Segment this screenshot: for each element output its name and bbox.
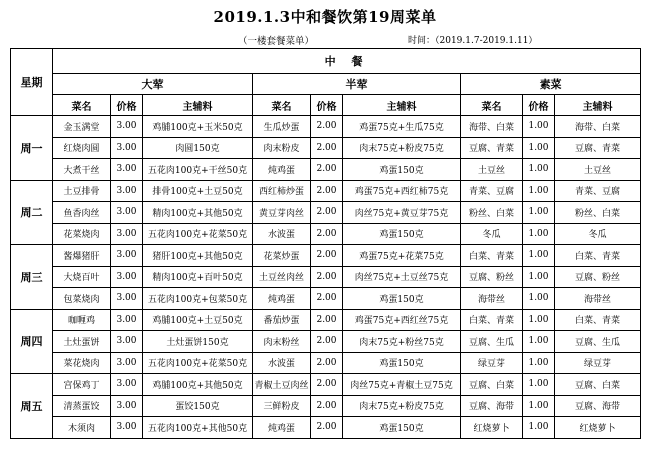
ingredients-header: 主辅料 [343, 95, 461, 116]
sucai-price-cell: 1.00 [523, 417, 555, 439]
dahun-ingredients-cell: 蛋饺150克 [143, 395, 253, 417]
dahun-price-cell: 3.00 [111, 288, 143, 310]
sucai-price-cell: 1.00 [523, 245, 555, 267]
banhun-price-cell: 2.00 [311, 159, 343, 181]
banhun-price-cell: 2.00 [311, 395, 343, 417]
banhun-price-cell: 2.00 [311, 352, 343, 374]
banhun-ingredients-cell: 肉末75克+粉皮75克 [343, 395, 461, 417]
weekday-label: 周一 [11, 116, 53, 181]
banhun-price-cell: 2.00 [311, 202, 343, 224]
sucai-dish-name-cell: 豆腐、海带 [461, 395, 523, 417]
dahun-dish-name-cell: 菜花烧肉 [53, 352, 111, 374]
banhun-dish-name-cell: 肉末粉丝 [253, 331, 311, 353]
sucai-ingredients-cell: 白菜、青菜 [555, 245, 641, 267]
sucai-price-cell: 1.00 [523, 374, 555, 396]
dahun-ingredients-cell: 五花肉100克+其他50克 [143, 417, 253, 439]
table-row [11, 395, 641, 417]
sucai-ingredients-cell: 青菜、豆腐 [555, 180, 641, 202]
banhun-price-cell: 2.00 [311, 137, 343, 159]
sucai-price-cell: 1.00 [523, 266, 555, 288]
dahun-price-cell: 3.00 [111, 116, 143, 138]
sucai-ingredients-cell: 粉丝、白菜 [555, 202, 641, 224]
sucai-dish-name-cell: 红烧萝卜 [461, 417, 523, 439]
dahun-dish-name-cell: 包菜烧肉 [53, 288, 111, 310]
dahun-dish-name-cell: 酱爆猪肝 [53, 245, 111, 267]
dahun-ingredients-cell: 精肉100克+其他50克 [143, 202, 253, 224]
banhun-price-cell: 2.00 [311, 417, 343, 439]
dahun-dish-name-cell: 清蒸蛋饺 [53, 395, 111, 417]
dahun-price-cell: 3.00 [111, 309, 143, 331]
dahun-ingredients-cell: 土灶蛋饼150克 [143, 331, 253, 353]
sucai-ingredients-cell: 豆腐、青菜 [555, 137, 641, 159]
banhun-dish-name-cell: 水波蛋 [253, 223, 311, 245]
dahun-price-cell: 3.00 [111, 202, 143, 224]
dahun-price-cell: 3.00 [111, 159, 143, 181]
table-row [11, 352, 641, 374]
sucai-price-cell: 1.00 [523, 352, 555, 374]
banhun-dish-name-cell: 生瓜炒蛋 [253, 116, 311, 138]
dahun-price-cell: 3.00 [111, 245, 143, 267]
weekday-header: 星期 [11, 49, 53, 116]
banhun-ingredients-cell: 肉丝75克+青椒土豆75克 [343, 374, 461, 396]
dahun-dish-name-cell: 木须肉 [53, 417, 111, 439]
menu-table [10, 48, 641, 439]
dahun-ingredients-cell: 肉圆150克 [143, 137, 253, 159]
table-row [11, 116, 641, 138]
sucai-ingredients-cell: 海带、白菜 [555, 116, 641, 138]
banhun-price-cell: 2.00 [311, 266, 343, 288]
sucai-ingredients-cell: 海带丝 [555, 288, 641, 310]
banhun-dish-name-cell: 三鲜粉皮 [253, 395, 311, 417]
dahun-ingredients-cell: 猪肝100克+其他50克 [143, 245, 253, 267]
dish-name-header: 菜名 [53, 95, 111, 116]
dish-name-header: 菜名 [253, 95, 311, 116]
banhun-ingredients-cell: 鸡蛋75克+花菜75克 [343, 245, 461, 267]
dahun-dish-name-cell: 花菜烧肉 [53, 223, 111, 245]
dahun-dish-name-cell: 金玉满堂 [53, 116, 111, 138]
price-header: 价格 [311, 95, 343, 116]
sucai-ingredients-cell: 白菜、青菜 [555, 309, 641, 331]
sucai-dish-name-cell: 青菜、豆腐 [461, 180, 523, 202]
sucai-price-cell: 1.00 [523, 309, 555, 331]
banhun-ingredients-cell: 鸡蛋150克 [343, 288, 461, 310]
sucai-price-cell: 1.00 [523, 116, 555, 138]
sucai-dish-name-cell: 粉丝、白菜 [461, 202, 523, 224]
dahun-dish-name-cell: 宫保鸡丁 [53, 374, 111, 396]
table-row [11, 223, 641, 245]
sucai-price-cell: 1.00 [523, 202, 555, 224]
banhun-ingredients-cell: 鸡蛋75克+西红丝75克 [343, 309, 461, 331]
dahun-dish-name-cell: 红烧肉圆 [53, 137, 111, 159]
dahun-ingredients-cell: 五花肉100克+花菜50克 [143, 223, 253, 245]
dahun-ingredients-cell: 鸡脯100克+玉米50克 [143, 116, 253, 138]
sucai-dish-name-cell: 白菜、青菜 [461, 309, 523, 331]
dahun-price-cell: 3.00 [111, 223, 143, 245]
sucai-ingredients-cell: 冬瓜 [555, 223, 641, 245]
banhun-ingredients-cell: 肉末75克+粉皮75克 [343, 137, 461, 159]
banhun-price-cell: 2.00 [311, 331, 343, 353]
weekday-label: 周五 [11, 374, 53, 439]
time-range: 时间：（2019.1.7-2019.1.11） [408, 36, 538, 46]
meal-header: 中 餐 [53, 49, 641, 74]
banhun-dish-name-cell: 炖鸡蛋 [253, 159, 311, 181]
banhun-dish-name-cell: 青椒土豆肉丝 [253, 374, 311, 396]
dahun-dish-name-cell: 土灶蛋饼 [53, 331, 111, 353]
banhun-price-cell: 2.00 [311, 245, 343, 267]
dahun-price-cell: 3.00 [111, 417, 143, 439]
dahun-ingredients-cell: 五花肉100克+包菜50克 [143, 288, 253, 310]
sucai-ingredients-cell: 豆腐、白菜 [555, 374, 641, 396]
price-header: 价格 [523, 95, 555, 116]
banhun-price-cell: 2.00 [311, 288, 343, 310]
sucai-ingredients-cell: 红烧萝卜 [555, 417, 641, 439]
banhun-ingredients-cell: 鸡蛋150克 [343, 352, 461, 374]
table-row [11, 180, 641, 202]
banhun-ingredients-cell: 鸡蛋150克 [343, 159, 461, 181]
dahun-price-cell: 3.00 [111, 395, 143, 417]
table-row [11, 417, 641, 439]
banhun-ingredients-cell: 鸡蛋150克 [343, 417, 461, 439]
sucai-price-cell: 1.00 [523, 137, 555, 159]
banhun-dish-name-cell: 炖鸡蛋 [253, 288, 311, 310]
sucai-ingredients-cell: 豆腐、海带 [555, 395, 641, 417]
dahun-dish-name-cell: 土豆排骨 [53, 180, 111, 202]
table-row [11, 288, 641, 310]
sucai-price-cell: 1.00 [523, 223, 555, 245]
dahun-price-cell: 3.00 [111, 180, 143, 202]
dahun-price-cell: 3.00 [111, 266, 143, 288]
sucai-dish-name-cell: 豆腐、青菜 [461, 137, 523, 159]
menu-subtitle: （一楼套餐菜单） [238, 36, 315, 47]
dahun-dish-name-cell: 咖喱鸡 [53, 309, 111, 331]
banhun-dish-name-cell: 黄豆芽肉丝 [253, 202, 311, 224]
dahun-price-cell: 3.00 [111, 331, 143, 353]
banhun-ingredients-cell: 鸡蛋150克 [343, 223, 461, 245]
sucai-price-cell: 1.00 [523, 159, 555, 181]
banhun-dish-name-cell: 花菜炒蛋 [253, 245, 311, 267]
sucai-dish-name-cell: 白菜、青菜 [461, 245, 523, 267]
dahun-price-cell: 3.00 [111, 374, 143, 396]
dahun-price-cell: 3.00 [111, 137, 143, 159]
dish-name-header: 菜名 [461, 95, 523, 116]
sucai-price-cell: 1.00 [523, 288, 555, 310]
dahun-dish-name-cell: 鱼香肉丝 [53, 202, 111, 224]
banhun-ingredients-cell: 肉末75克+粉丝75克 [343, 331, 461, 353]
banhun-ingredients-cell: 鸡蛋75克+西红柿75克 [343, 180, 461, 202]
table-row [11, 331, 641, 353]
sucai-dish-name-cell: 豆腐、白菜 [461, 374, 523, 396]
dahun-dish-name-cell: 大烧百叶 [53, 266, 111, 288]
banhun-price-cell: 2.00 [311, 223, 343, 245]
banhun-dish-name-cell: 炖鸡蛋 [253, 417, 311, 439]
dahun-ingredients-cell: 五花肉100克+干丝50克 [143, 159, 253, 181]
banhun-dish-name-cell: 肉末粉皮 [253, 137, 311, 159]
table-row [11, 245, 641, 267]
ingredients-header: 主辅料 [555, 95, 641, 116]
sucai-dish-name-cell: 豆腐、生瓜 [461, 331, 523, 353]
sucai-dish-name-cell: 海带、白菜 [461, 116, 523, 138]
banhun-ingredients-cell: 肉丝75克+黄豆芽75克 [343, 202, 461, 224]
dahun-ingredients-cell: 精肉100克+百叶50克 [143, 266, 253, 288]
sucai-price-cell: 1.00 [523, 180, 555, 202]
sucai-price-cell: 1.00 [523, 395, 555, 417]
table-row [11, 266, 641, 288]
category-dahun-header: 大荤 [53, 74, 253, 95]
sucai-dish-name-cell: 冬瓜 [461, 223, 523, 245]
sucai-ingredients-cell: 豆腐、粉丝 [555, 266, 641, 288]
weekday-label: 周二 [11, 180, 53, 245]
banhun-dish-name-cell: 西红柿炒蛋 [253, 180, 311, 202]
table-row [11, 374, 641, 396]
banhun-price-cell: 2.00 [311, 309, 343, 331]
dahun-ingredients-cell: 鸡脯100克+土豆50克 [143, 309, 253, 331]
ingredients-header: 主辅料 [143, 95, 253, 116]
table-row [11, 137, 641, 159]
category-sucai-header: 素菜 [461, 74, 641, 95]
banhun-dish-name-cell: 番茄炒蛋 [253, 309, 311, 331]
dahun-ingredients-cell: 五花肉100克+花菜50克 [143, 352, 253, 374]
banhun-ingredients-cell: 鸡蛋75克+生瓜75克 [343, 116, 461, 138]
category-banhun-header: 半荤 [253, 74, 461, 95]
sucai-ingredients-cell: 豆腐、生瓜 [555, 331, 641, 353]
price-header: 价格 [111, 95, 143, 116]
sucai-ingredients-cell: 绿豆芽 [555, 352, 641, 374]
weekday-label: 周四 [11, 309, 53, 374]
table-row [11, 309, 641, 331]
table-row [11, 202, 641, 224]
dahun-ingredients-cell: 鸡脯100克+其他50克 [143, 374, 253, 396]
banhun-dish-name-cell: 土豆丝肉丝 [253, 266, 311, 288]
sucai-dish-name-cell: 海带丝 [461, 288, 523, 310]
dahun-price-cell: 3.00 [111, 352, 143, 374]
banhun-price-cell: 2.00 [311, 116, 343, 138]
banhun-dish-name-cell: 水波蛋 [253, 352, 311, 374]
sucai-price-cell: 1.00 [523, 331, 555, 353]
banhun-price-cell: 2.00 [311, 374, 343, 396]
sucai-dish-name-cell: 土豆丝 [461, 159, 523, 181]
dahun-ingredients-cell: 排骨100克+土豆50克 [143, 180, 253, 202]
weekday-label: 周三 [11, 245, 53, 310]
page-title: 2019.1.3中和餐饮第19周菜单 [213, 8, 437, 26]
sucai-ingredients-cell: 土豆丝 [555, 159, 641, 181]
sucai-dish-name-cell: 豆腐、粉丝 [461, 266, 523, 288]
dahun-dish-name-cell: 大煮干丝 [53, 159, 111, 181]
banhun-price-cell: 2.00 [311, 180, 343, 202]
sucai-dish-name-cell: 绿豆芽 [461, 352, 523, 374]
banhun-ingredients-cell: 肉丝75克+土豆丝75克 [343, 266, 461, 288]
table-row [11, 159, 641, 181]
